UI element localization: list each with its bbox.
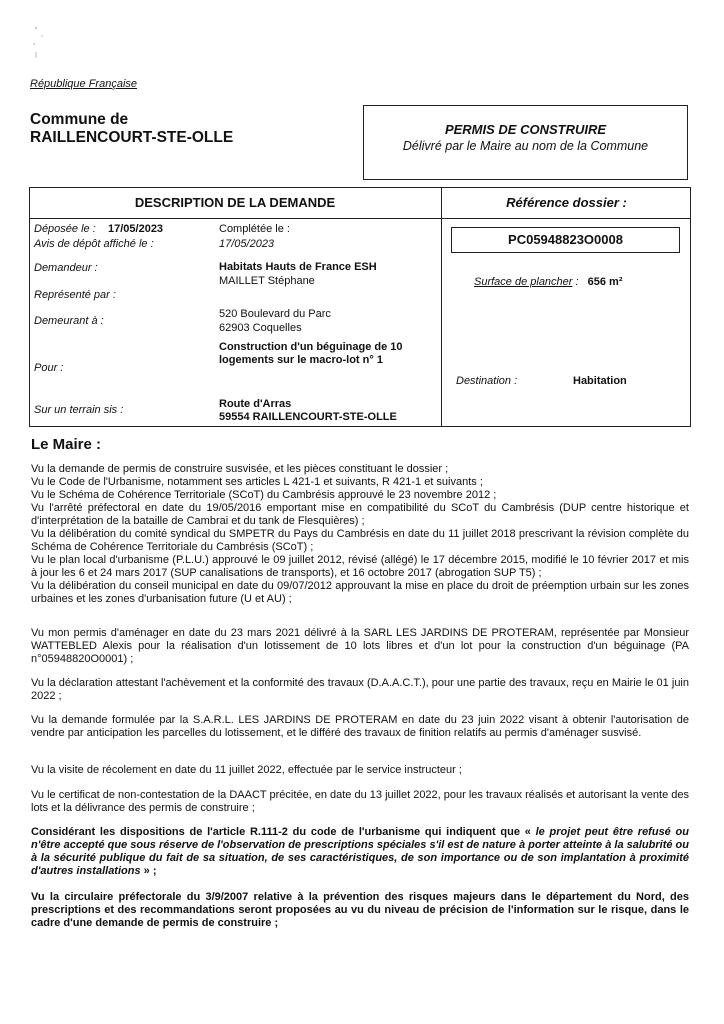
vu-paragraph: Vu la délibération du conseil municipal en date du 09/07/2012 approuvant la mise en place du droit de préemption urbain sur les zones urbaines et les zones d'urbanisation future (U et AU) ; bbox=[31, 580, 689, 605]
surface-plancher bbox=[474, 276, 623, 288]
maire-heading: Le Maire : bbox=[31, 436, 102, 453]
pour-line1: Construction d'un béguinage de 10 bbox=[219, 341, 403, 353]
commune-line1: Commune de bbox=[30, 111, 129, 128]
vu-paragraph: Vu la demande de permis de construire susvisée, et les pièces constituant le dossier ; bbox=[31, 463, 449, 475]
r111-quote: le projet peut être refusé ou n'être accepté que sous réserve de l'observation de prescriptions spéciales s'il est de nature à porter atteinte à la salubrité ou à la sécurité publique du fait de sa situation, de ses caractéristiques, de son importance ou de son implantation à proximité d'autres installations bbox=[31, 826, 690, 877]
permis-subtitle: Délivré par le Maire au nom de la Commune bbox=[402, 139, 649, 153]
para-demande: Vu la demande formulée par la S.A.R.L. LES JARDINS DE PROTERAM en date du 23 juin 2022 visant à obtenir l'autorisation de vendre par anticipation les parcelles du lotissement, et le différé des travaux de finition relatifs au permis d'aménager susvisé. bbox=[31, 714, 689, 739]
demandeur-name: Habitats Hauts de France ESH bbox=[219, 261, 377, 273]
represente-label: Représenté par : bbox=[34, 289, 116, 301]
demandeur-label: Demandeur : bbox=[34, 262, 98, 274]
demande-divider bbox=[441, 187, 442, 427]
permis-title-box bbox=[363, 105, 688, 180]
demeurant-label: Demeurant à : bbox=[34, 315, 104, 327]
destination-value: Habitation bbox=[573, 375, 627, 387]
vu-paragraph: Vu l'arrêté préfectoral en date du 19/05/2016 emportant mise en compatibilité du SCoT du Cambrésis (DUP centre historique et d'interprétation de la bataille de Cambrai et du tank de Flesquières) ; bbox=[31, 502, 689, 527]
completee-label: Complétée le : bbox=[219, 223, 290, 235]
r111-end: » ; bbox=[140, 865, 157, 877]
para-certificat: Vu le certificat de non-contestation de la DAACT précitée, en date du 13 juillet 2022, pour les travaux réalisés et autorisant la vente des lots et la délivrance des permis de construire ; bbox=[31, 789, 689, 814]
address-line1: 520 Boulevard du Parc bbox=[219, 308, 331, 320]
affiche-label: Avis de dépôt affiché le : bbox=[34, 238, 154, 250]
vu-paragraph: Vu la délibération du comité syndical du SMPETR du Pays du Cambrésis en date du 11 juillet 2018 prescrivant la révision complète du Schéma de Cohérence Territoriale du Cambrésis (SCoT) ; bbox=[31, 528, 689, 553]
vu-paragraph: Vu le plan local d'urbanisme (P.L.U.) approuvé le 09 juillet 2012, révisé (allégé) le 17 décembre 2015, modifié le 10 février 2017 et mis à jour les 6 et 24 mars 2017 (SUP canalisations de transports), et 16 octobre 2017 (abrogation SUP T5) ; bbox=[31, 554, 689, 579]
destination-label: Destination : bbox=[456, 375, 518, 387]
republique-francaise: République Française bbox=[30, 78, 138, 90]
permis-title: PERMIS DE CONSTRUIRE bbox=[444, 122, 607, 137]
scan-marks bbox=[30, 24, 54, 60]
deposee-label: Déposée le : bbox=[34, 223, 96, 235]
commune-line2: RAILLENCOURT-STE-OLLE bbox=[30, 129, 234, 146]
r111-intro: Considérant les dispositions de l'article R.111-2 du code de l'urbanisme qui indiquent que « bbox=[31, 826, 536, 838]
vu-block bbox=[31, 463, 689, 606]
para-visite: Vu la visite de récolement en date du 11 juillet 2022, effectuée par le service instructeur ; bbox=[31, 764, 462, 776]
deposee-value: 17/05/2023 bbox=[108, 223, 164, 235]
surface-value: 656 m² bbox=[587, 276, 623, 288]
para-r111 bbox=[31, 826, 689, 878]
vu-paragraph: Vu le Schéma de Cohérence Territoriale (SCoT) du Cambrésis approuvé le 23 novembre 2012 ; bbox=[31, 489, 497, 501]
demandeur-person: MAILLET Stéphane bbox=[219, 275, 315, 287]
terrain-label: Sur un terrain sis : bbox=[34, 404, 124, 416]
reference-title: Référence dossier : bbox=[506, 195, 627, 210]
pour-label: Pour : bbox=[34, 362, 64, 374]
terrain-line1: Route d'Arras bbox=[219, 398, 292, 410]
surface-colon: : bbox=[575, 276, 579, 288]
address-line2: 62903 Coquelles bbox=[219, 322, 302, 334]
demande-section-title: DESCRIPTION DE LA DEMANDE bbox=[134, 195, 336, 210]
commune-name bbox=[30, 111, 233, 147]
surface-label: Surface de plancher bbox=[474, 276, 573, 288]
reference-number: PC05948823O0008 bbox=[451, 227, 680, 253]
terrain-line2: 59554 RAILLENCOURT-STE-OLLE bbox=[219, 411, 397, 423]
para-circulaire: Vu la circulaire préfectorale du 3/9/2007 relative à la prévention des risques majeurs dans le département du Nord, des prescriptions et des recommandations seront proposées au vu du niveau de précision de l'information sur le risque, dans le cadre d'une demande de permis de construire ; bbox=[31, 891, 689, 929]
pour-line2: logements sur le macro-lot n° 1 bbox=[219, 354, 383, 366]
para-permis-amenager: Vu mon permis d'aménager en date du 23 mars 2021 délivré à la SARL LES JARDINS DE PROTERAM, représentée par Monsieur WATTEBLED Alexis pour la réalisation d'un lotissement de 10 lots libres et d'un lot pour la construction d'un béguinage (PA n°05948820O0001) ; bbox=[31, 627, 689, 665]
para-daact: Vu la déclaration attestant l'achèvement et la conformité des travaux (D.A.A.C.T.), pour une partie des travaux, reçu en Mairie le 01 juin 2022 ; bbox=[31, 677, 689, 702]
demande-header-line bbox=[29, 218, 691, 219]
vu-paragraph: Vu le Code de l'Urbanisme, notamment ses articles L 421-1 et suivants, R 421-1 et suivants ; bbox=[31, 476, 483, 488]
completee-value: 17/05/2023 bbox=[219, 238, 275, 250]
